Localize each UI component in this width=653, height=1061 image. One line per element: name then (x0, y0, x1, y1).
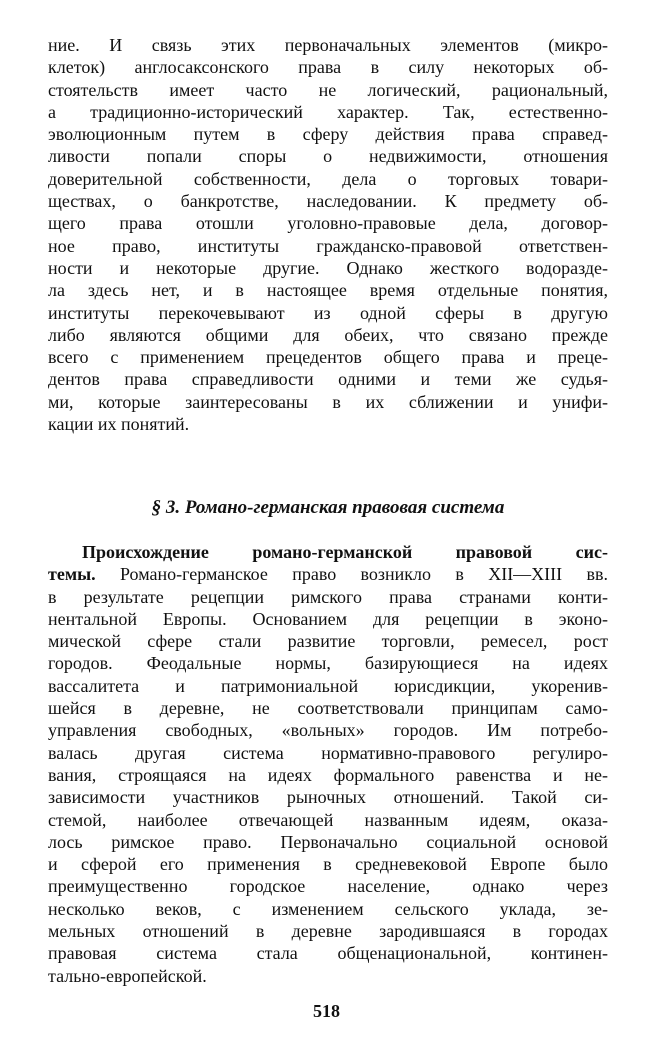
text-line: ла здесь нет, и в настоящее время отдельные понятия, (48, 280, 608, 301)
text-line: и сферой его применения в средневековой Европе было (48, 854, 608, 875)
text-line: институты перекочевывают из одной сферы в другую (48, 302, 608, 323)
text-line: дентов права справедливости одними и теми же судья- (48, 369, 608, 390)
text-line: нентальной Европы. Основанием для рецепции в эконо- (48, 608, 608, 629)
text-line: мельных отношений в деревне зародившаяся в городах (48, 921, 608, 942)
text-line: в результате рецепции римского права странами конти- (48, 586, 608, 607)
text-line: тально-европейской. (48, 965, 207, 986)
text-line: мической сфере стали развитие торговли, ремесел, рост (48, 631, 608, 652)
text-line: стоятельств имеет часто не логический, рациональный, (48, 79, 608, 100)
text-line (48, 563, 608, 585)
text-line: а традиционно-исторический характер. Так, естественно- (48, 101, 608, 122)
text-line: несколько веков, с изменением сельского уклада, зе- (48, 898, 608, 919)
text-line: всего с применением прецедентов общего права и преце- (48, 347, 608, 368)
text-line: ществах, о банкротстве, наследовании. К предмету об- (48, 191, 608, 212)
page-body (48, 34, 608, 986)
paragraph (48, 541, 608, 987)
text-line: ми, которые заинтересованы в их сближении и унифи- (48, 391, 608, 412)
text-line: зависимости участников рыночных отношений. Такой си- (48, 787, 608, 808)
text-line: эволюционным путем в сферу действия права справед- (48, 124, 608, 145)
text-line: клеток) англосаксонского права в силу некоторых об- (48, 57, 608, 78)
text-line: городов. Феодальные нормы, базирующиеся на идеях (48, 653, 608, 674)
text-line: стемой, наиболее отвечающей названным идеям, оказа- (48, 809, 608, 830)
lead-text: Романо-германское право возникло в XII—XIII вв. (95, 564, 608, 585)
text-line: лось римское право. Первоначально социальной основой (48, 831, 608, 852)
text-line: вания, строящаяся на идеях формального равенства и не- (48, 764, 608, 785)
page-number: 518 (313, 1001, 340, 1021)
text-line: ности и некоторые другие. Однако жесткого водоразде- (48, 257, 608, 278)
paragraph (48, 34, 608, 435)
text-line: либо являются общими для обеих, что связано прежде (48, 324, 608, 345)
text-line: ние. И связь этих первоначальных элементов (микро- (48, 35, 608, 55)
text-line: преимущественно городское население, однако через (48, 876, 608, 897)
section-heading: § 3. Романо-германская правовая система (151, 497, 505, 518)
lead-heading-end: темы. (48, 564, 96, 585)
text-line: вассалитета и патримониальной юрисдикции, укоренив- (48, 675, 608, 696)
text-line: ливости попали споры о недвижимости, отношения (48, 146, 608, 167)
text-line: правовая система стала общенациональной, континен- (48, 943, 608, 964)
text-line: кации их понятий. (48, 414, 190, 435)
text-line: ное право, институты гражданско-правовой ответствен- (48, 235, 608, 256)
text-line: управления свободных, «вольных» городов. Им потребо- (48, 720, 608, 741)
text-line: щего права отошли уголовно-правовые дела, договор- (48, 213, 608, 234)
text-line: доверительной собственности, дела о торговых товари- (48, 168, 608, 189)
text-line: шейся в деревне, не соответствовали принципам само- (48, 698, 608, 719)
lead-heading-line: Происхождение романо-германской правовой сис- (82, 542, 608, 562)
text-line: валась другая система нормативно-правового регулиро- (48, 742, 608, 763)
